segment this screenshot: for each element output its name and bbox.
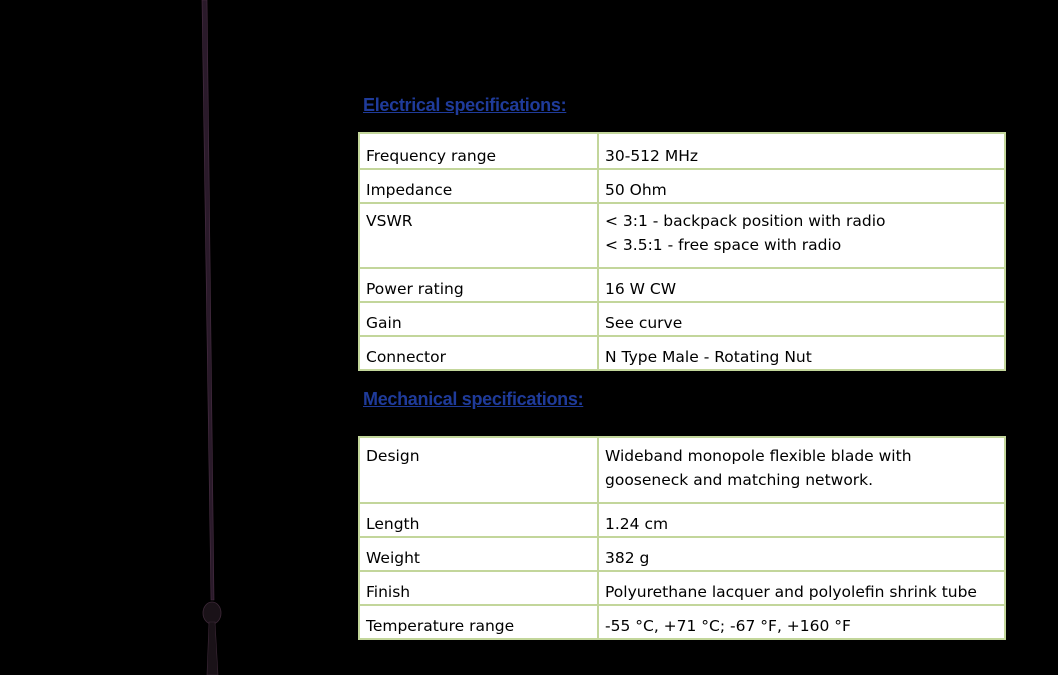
spec-row: [359, 437, 1005, 503]
spec-value: [598, 503, 1005, 537]
electrical-specs-heading: Electrical specifications:: [363, 95, 567, 115]
spec-value-line: Wideband monopole flexible blade with: [605, 447, 912, 465]
spec-value: [598, 537, 1005, 571]
spec-row: [359, 537, 1005, 571]
spec-label: Connector: [359, 336, 598, 370]
antenna-image: [185, 0, 245, 675]
spec-label: Temperature range: [359, 605, 598, 639]
spec-value: [598, 437, 1005, 503]
spec-value-line: 382 g: [605, 549, 650, 567]
spec-value: [598, 268, 1005, 302]
spec-label: Frequency range: [359, 133, 598, 169]
spec-value-line: 1.24 cm: [605, 515, 669, 533]
spec-value: [598, 571, 1005, 605]
spec-value: [598, 133, 1005, 169]
spec-label: Power rating: [359, 268, 598, 302]
spec-row: [359, 605, 1005, 639]
spec-value-line: -55 °C, +71 °C; -67 °F, +160 °F: [605, 617, 851, 635]
spec-value-line: 50 Ohm: [605, 181, 667, 199]
spec-value: [598, 605, 1005, 639]
spec-value-line: < 3:1 - backpack position with radio: [605, 212, 886, 230]
spec-value-line: < 3.5:1 - free space with radio: [605, 236, 842, 254]
spec-label: Impedance: [359, 169, 598, 203]
spec-label: Length: [359, 503, 598, 537]
spec-value-line: 30-512 MHz: [605, 147, 698, 165]
mechanical-specs-table: [358, 436, 1006, 640]
spec-row: [359, 268, 1005, 302]
spec-row: [359, 203, 1005, 268]
mechanical-specs-heading: Mechanical specifications:: [363, 389, 584, 409]
spec-row: [359, 571, 1005, 605]
spec-value-line: 16 W CW: [605, 280, 677, 298]
spec-value: [598, 169, 1005, 203]
electrical-specs-table: [358, 132, 1006, 371]
spec-value: [598, 302, 1005, 336]
spec-row: [359, 133, 1005, 169]
spec-row: [359, 302, 1005, 336]
spec-label: Gain: [359, 302, 598, 336]
spec-value-line: gooseneck and matching network.: [605, 471, 874, 489]
spec-value-line: See curve: [605, 314, 683, 332]
spec-row: [359, 336, 1005, 370]
spec-row: [359, 169, 1005, 203]
spec-label: Design: [359, 437, 598, 503]
spec-value: [598, 203, 1005, 268]
spec-label: Finish: [359, 571, 598, 605]
spec-value: [598, 336, 1005, 370]
spec-value-line: Polyurethane lacquer and polyolefin shrink tube: [605, 583, 977, 601]
spec-label: Weight: [359, 537, 598, 571]
spec-label: VSWR: [359, 203, 598, 268]
spec-value-line: N Type Male - Rotating Nut: [605, 348, 812, 366]
spec-row: [359, 503, 1005, 537]
